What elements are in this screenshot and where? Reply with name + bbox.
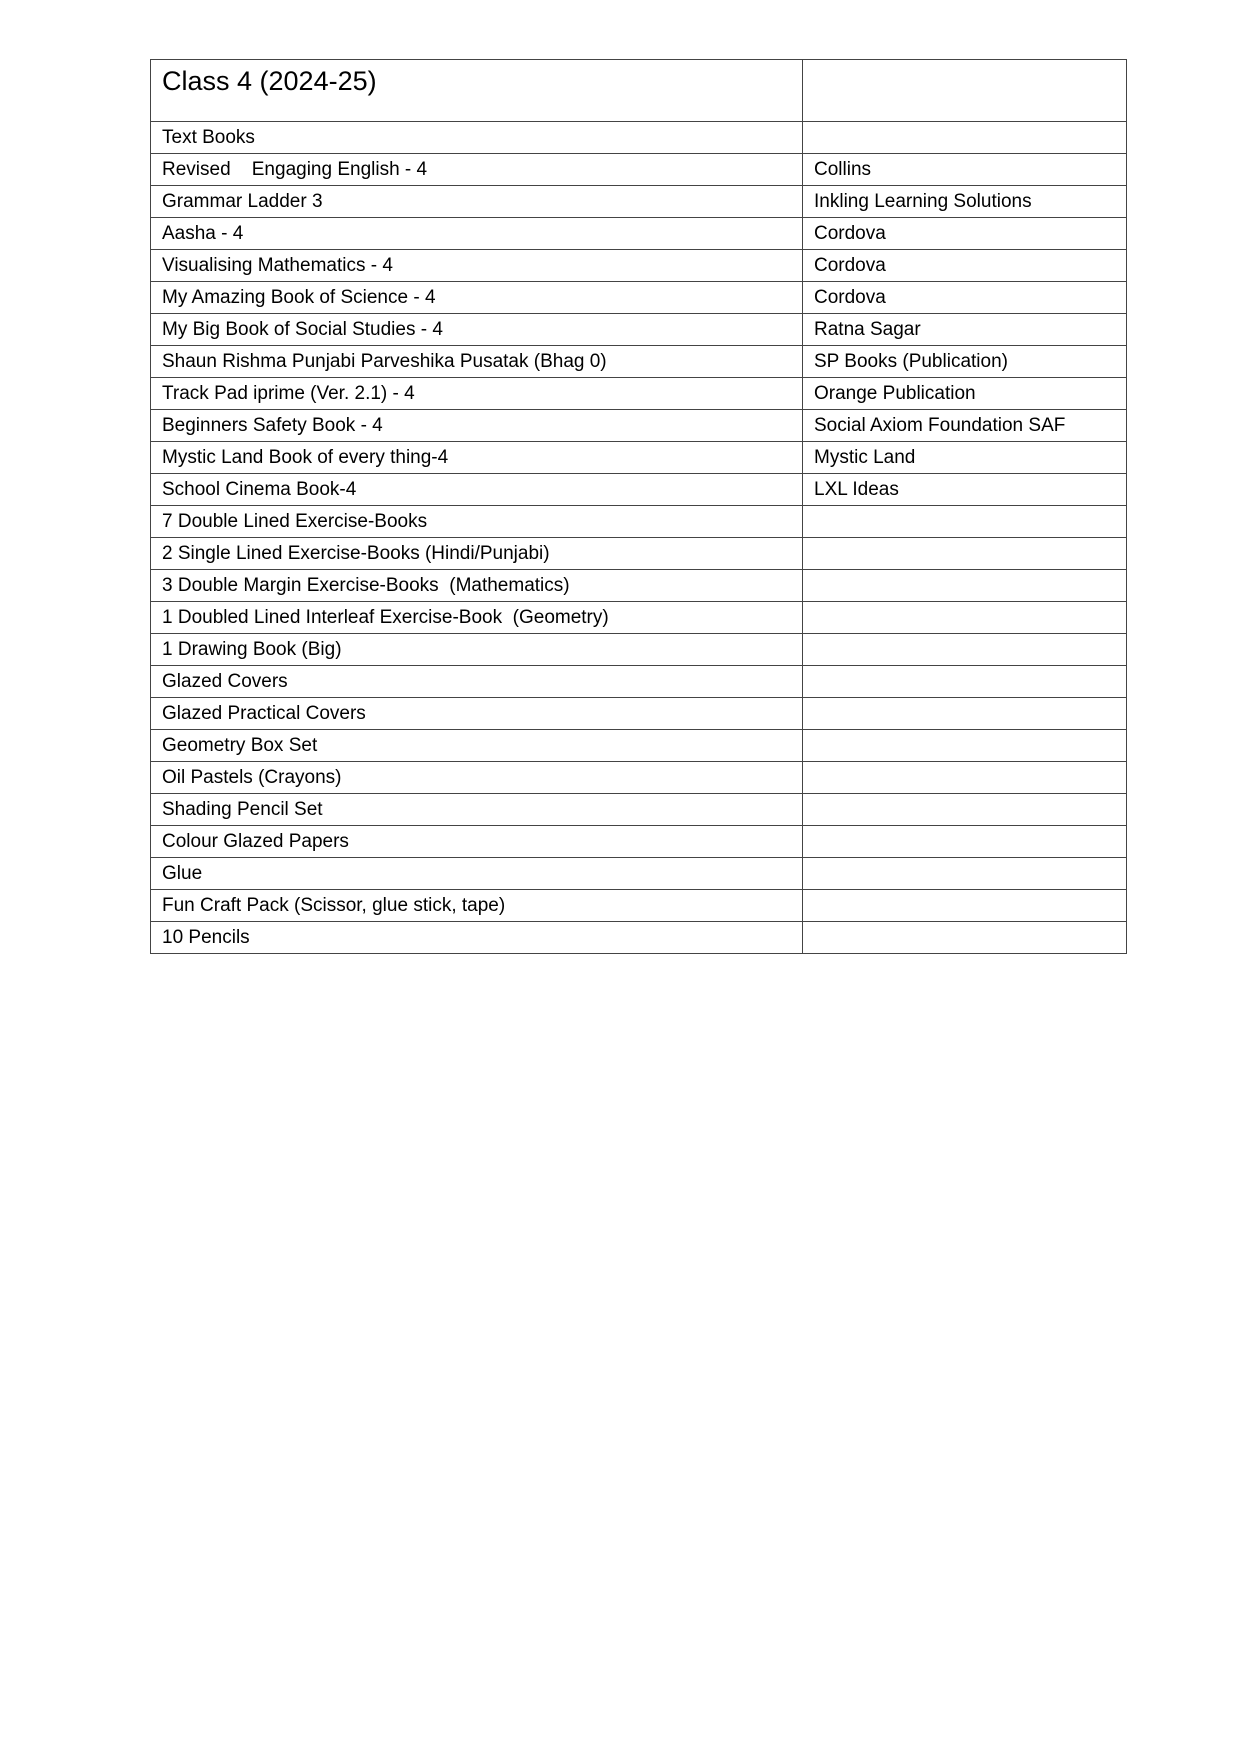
publisher-cell [803, 858, 1127, 890]
item-cell: 1 Drawing Book (Big) [151, 634, 803, 666]
table-row [151, 442, 1127, 474]
publisher-cell [803, 922, 1127, 954]
item-cell: Glazed Practical Covers [151, 698, 803, 730]
table-row [151, 218, 1127, 250]
publisher-cell: Collins [803, 154, 1127, 186]
publisher-cell [803, 826, 1127, 858]
publisher-cell [803, 506, 1127, 538]
table-row [151, 634, 1127, 666]
item-cell: Glazed Covers [151, 666, 803, 698]
publisher-cell: Orange Publication [803, 378, 1127, 410]
item-cell: 10 Pencils [151, 922, 803, 954]
publisher-cell [803, 666, 1127, 698]
publisher-cell [803, 730, 1127, 762]
title-empty-cell [803, 60, 1127, 122]
publisher-cell: LXL Ideas [803, 474, 1127, 506]
publisher-cell [803, 122, 1127, 154]
publisher-cell: Cordova [803, 250, 1127, 282]
publisher-cell [803, 762, 1127, 794]
item-cell: 7 Double Lined Exercise-Books [151, 506, 803, 538]
item-cell: My Big Book of Social Studies - 4 [151, 314, 803, 346]
table-row [151, 122, 1127, 154]
table-row [151, 922, 1127, 954]
table-row [151, 858, 1127, 890]
table-row [151, 666, 1127, 698]
title-row [151, 60, 1127, 122]
item-cell: Fun Craft Pack (Scissor, glue stick, tape) [151, 890, 803, 922]
item-cell: Track Pad iprime (Ver. 2.1) - 4 [151, 378, 803, 410]
table-row [151, 826, 1127, 858]
table-row [151, 538, 1127, 570]
item-cell: My Amazing Book of Science - 4 [151, 282, 803, 314]
publisher-cell: Inkling Learning Solutions [803, 186, 1127, 218]
item-cell: 3 Double Margin Exercise-Books (Mathematics) [151, 570, 803, 602]
table-row [151, 570, 1127, 602]
table-row [151, 314, 1127, 346]
table-row [151, 794, 1127, 826]
table-row [151, 378, 1127, 410]
item-cell: Grammar Ladder 3 [151, 186, 803, 218]
item-cell: Visualising Mathematics - 4 [151, 250, 803, 282]
publisher-cell [803, 794, 1127, 826]
item-cell: Revised Engaging English - 4 [151, 154, 803, 186]
table-row [151, 250, 1127, 282]
item-cell: Shading Pencil Set [151, 794, 803, 826]
publisher-cell: Social Axiom Foundation SAF [803, 410, 1127, 442]
item-cell: Mystic Land Book of every thing-4 [151, 442, 803, 474]
item-cell: Oil Pastels (Crayons) [151, 762, 803, 794]
table-row [151, 698, 1127, 730]
table-row [151, 410, 1127, 442]
item-cell: 2 Single Lined Exercise-Books (Hindi/Punjabi) [151, 538, 803, 570]
publisher-cell: SP Books (Publication) [803, 346, 1127, 378]
table-row [151, 346, 1127, 378]
publisher-cell: Cordova [803, 218, 1127, 250]
table-row [151, 474, 1127, 506]
item-cell: Shaun Rishma Punjabi Parveshika Pusatak (Bhag 0) [151, 346, 803, 378]
publisher-cell: Mystic Land [803, 442, 1127, 474]
item-cell: Text Books [151, 122, 803, 154]
table-row [151, 506, 1127, 538]
item-cell: Aasha - 4 [151, 218, 803, 250]
publisher-cell [803, 570, 1127, 602]
publisher-cell [803, 538, 1127, 570]
table-row [151, 762, 1127, 794]
book-list-table [150, 59, 1127, 954]
table-row [151, 602, 1127, 634]
publisher-cell: Cordova [803, 282, 1127, 314]
table-row [151, 154, 1127, 186]
table-row [151, 890, 1127, 922]
publisher-cell [803, 634, 1127, 666]
publisher-cell [803, 698, 1127, 730]
item-cell: School Cinema Book-4 [151, 474, 803, 506]
publisher-cell [803, 890, 1127, 922]
table-row [151, 186, 1127, 218]
table-row [151, 730, 1127, 762]
table-row [151, 282, 1127, 314]
publisher-cell: Ratna Sagar [803, 314, 1127, 346]
item-cell: Beginners Safety Book - 4 [151, 410, 803, 442]
item-cell: Glue [151, 858, 803, 890]
item-cell: Geometry Box Set [151, 730, 803, 762]
class-title: Class 4 (2024-25) [151, 60, 803, 122]
item-cell: Colour Glazed Papers [151, 826, 803, 858]
item-cell: 1 Doubled Lined Interleaf Exercise-Book (Geometry) [151, 602, 803, 634]
publisher-cell [803, 602, 1127, 634]
